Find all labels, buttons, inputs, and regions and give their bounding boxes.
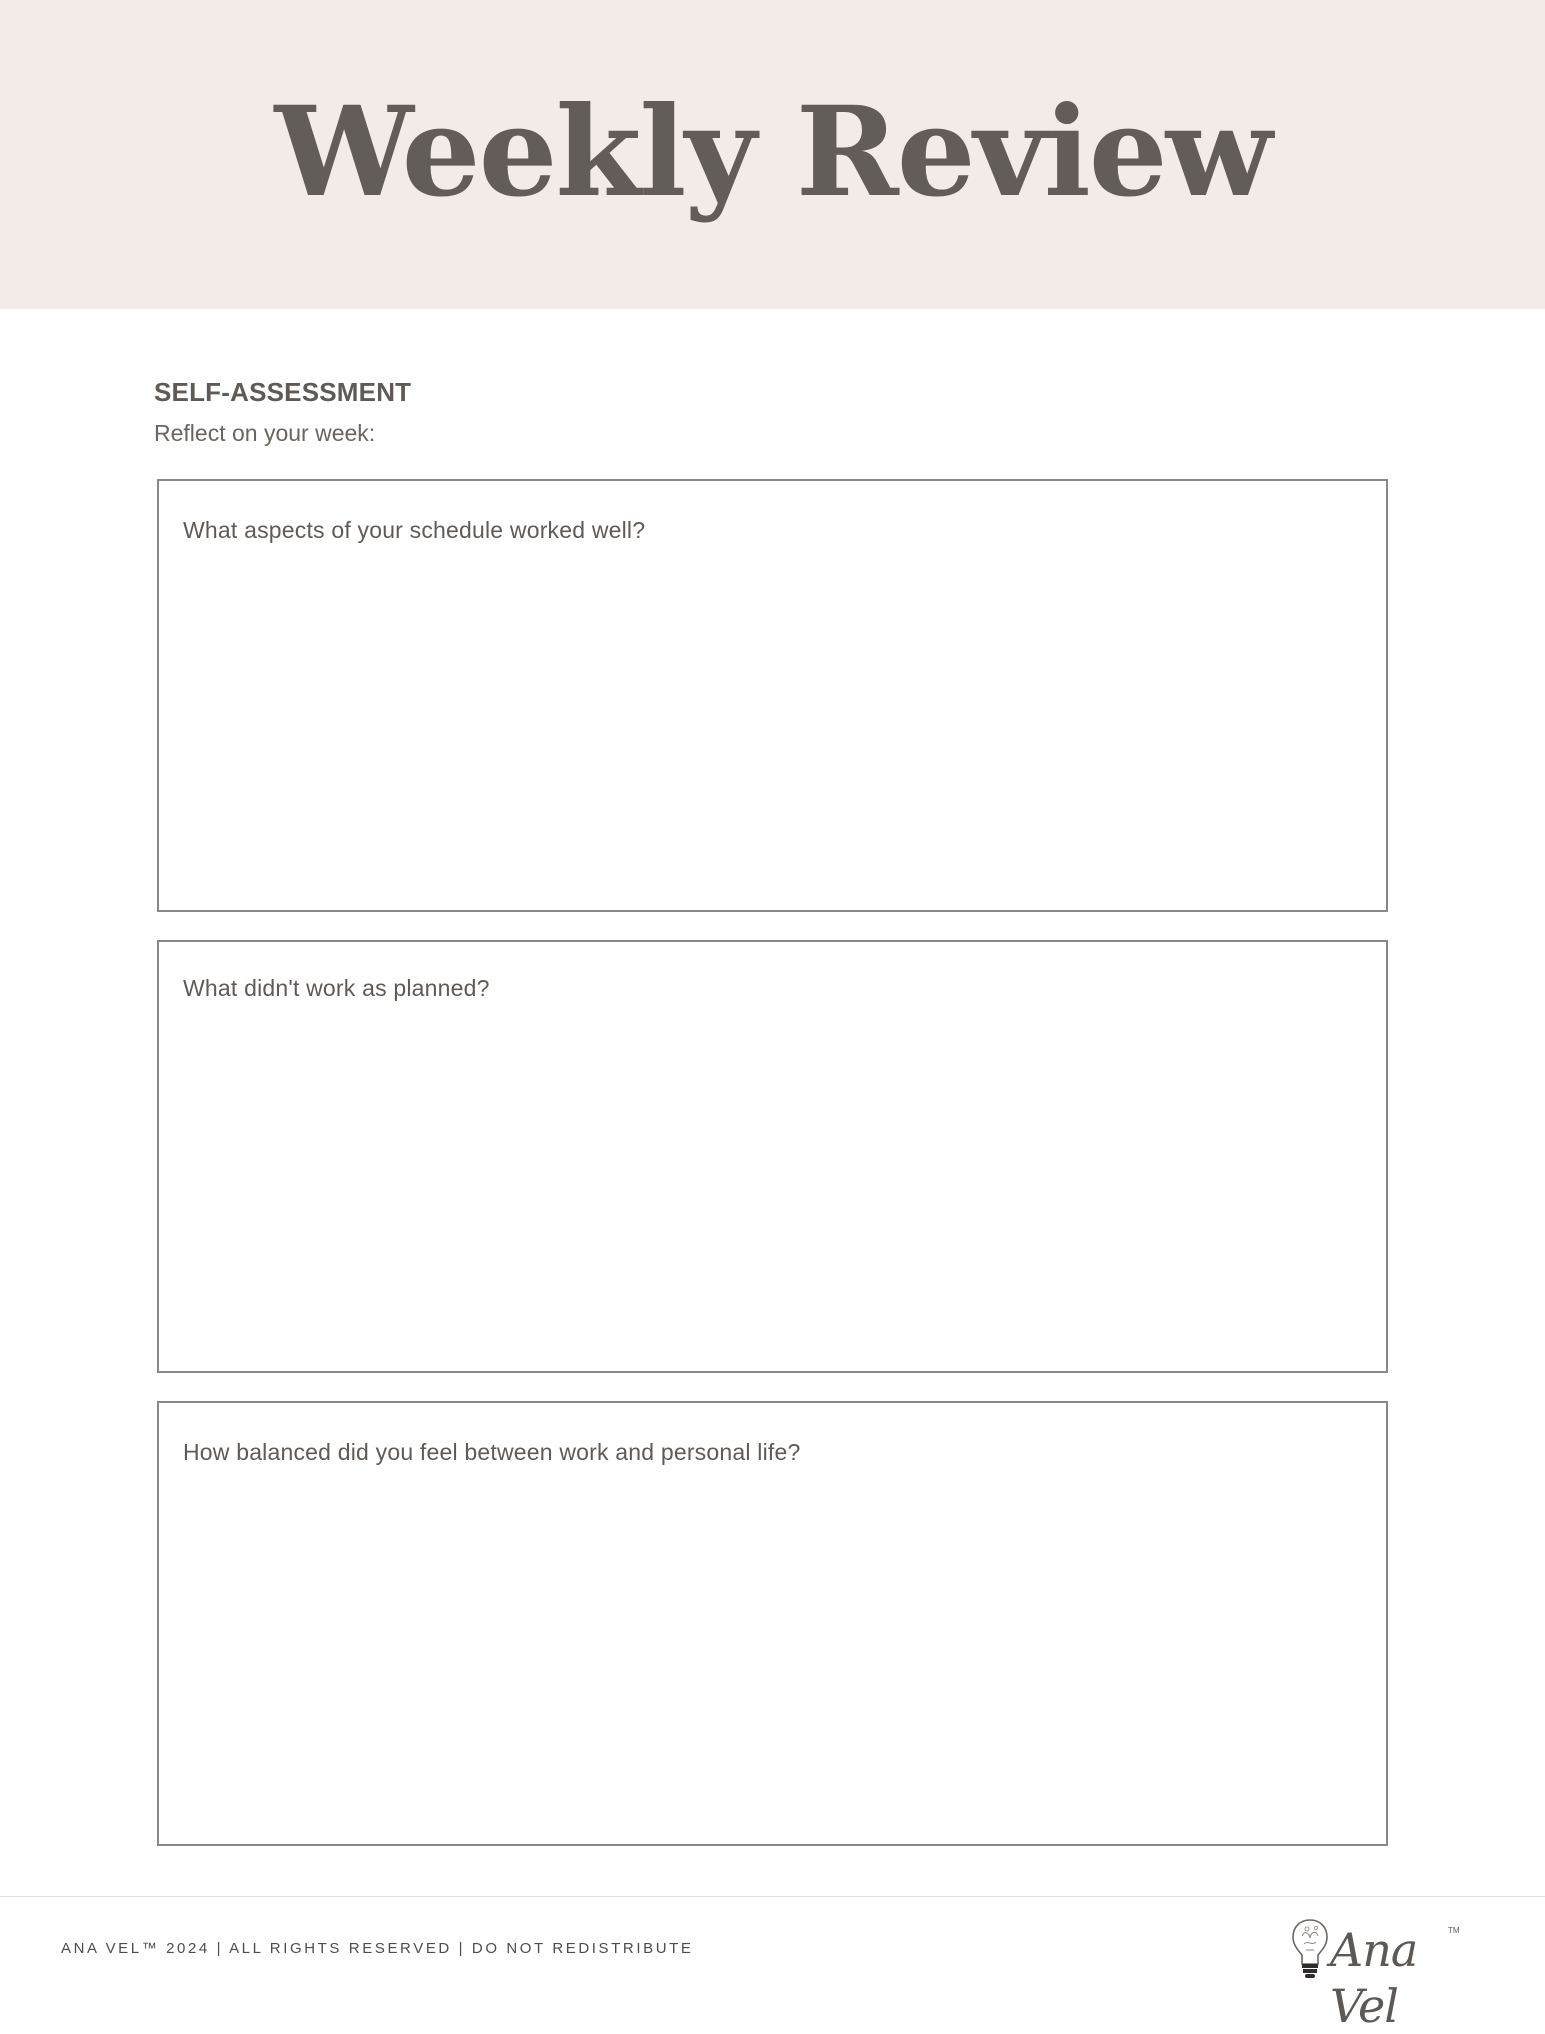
brand-logo [1290,1914,1470,2033]
prompt-box-balance[interactable] [157,1401,1388,1846]
prompt-label: What didn't work as planned? [183,975,490,1001]
prompt-label: How balanced did you feel between work and personal life? [183,1439,801,1465]
brand-name: Ana Vel [1330,1923,1418,2033]
page-title: Weekly Review [274,80,1271,225]
prompt-label: What aspects of your schedule worked well? [183,517,646,543]
section-subheading: Reflect on your week: [154,420,376,446]
prompt-box-schedule-worked[interactable] [157,479,1388,912]
footer-copyright: ANA VEL™ 2024 | ALL RIGHTS RESERVED | DO NOT REDISTRIBUTE [61,1940,694,1957]
section-heading: SELF-ASSESSMENT [154,377,412,407]
prompt-box-didnt-work[interactable] [157,940,1388,1373]
header-band [0,0,1545,309]
footer-divider [0,1896,1545,1897]
lightbulb-icon [1290,1914,1330,1984]
brand-trademark: TM [1448,1926,1460,1935]
